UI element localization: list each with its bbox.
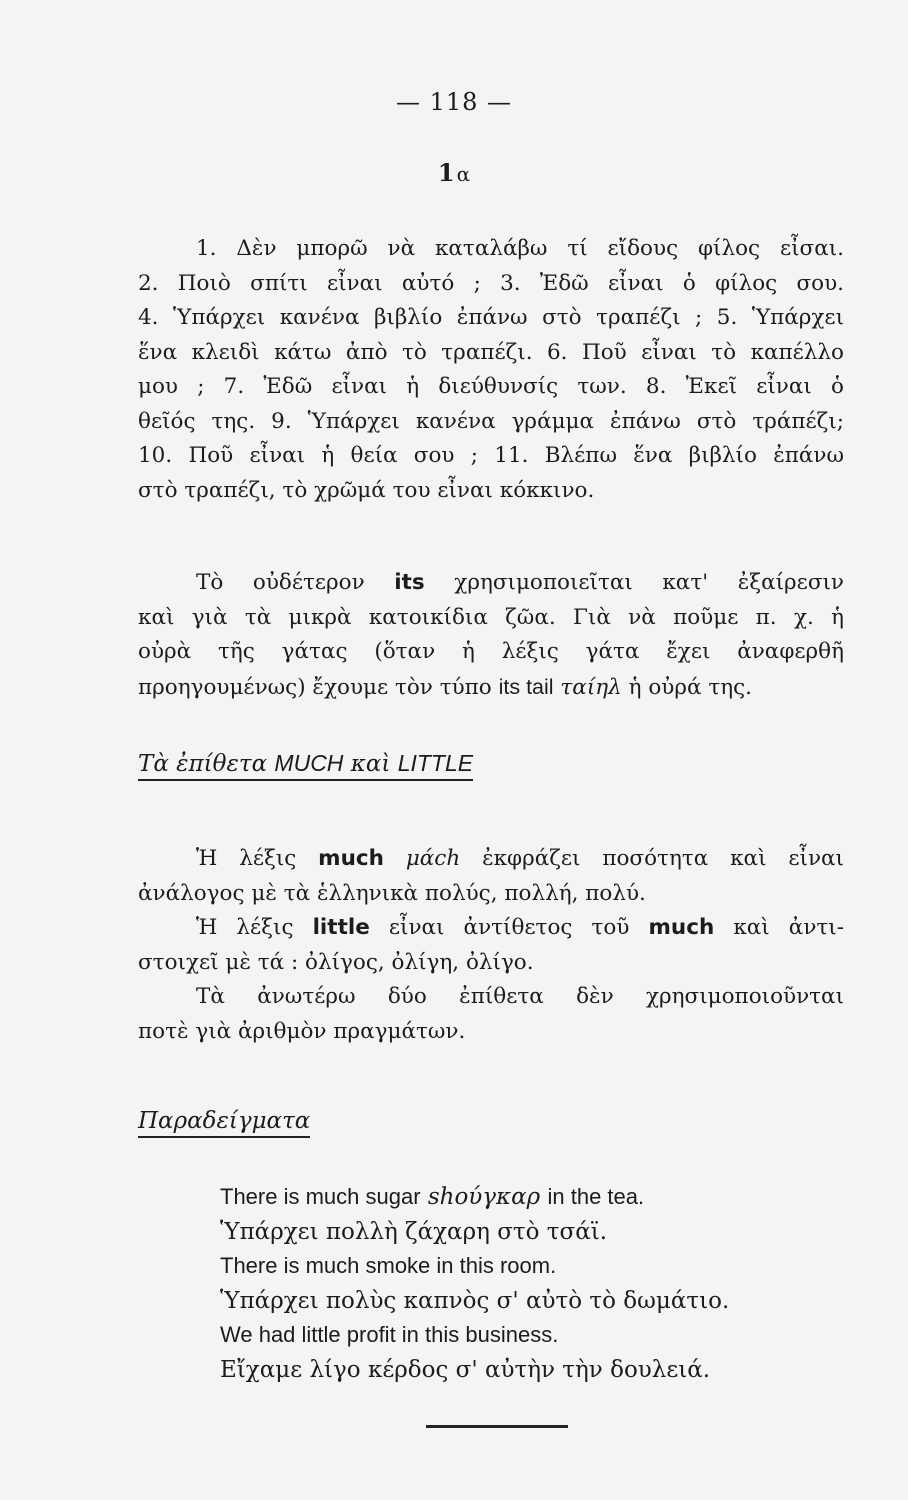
keyword-its: its [394,570,425,595]
lesson-number [0,158,908,187]
heading-underlined [138,751,473,781]
its-text: ἡ οὐρά της. [628,674,752,700]
much-text: εἶναι ἀντίθετος τοῦ [388,915,630,940]
much-line-4: στοιχεῖ μὲ τά : ὀλίγος, ὀλίγη, ὀλίγο. [138,949,534,975]
examples-list [220,1180,729,1387]
heading-part: καὶ [350,751,391,777]
pronunciation: μάch [405,846,461,871]
exercise-line: 1. Δὲν μπορῶ νὰ καταλάβω τί εἴδους φίλος εἶσαι. [196,236,844,261]
much-text: καὶ ἀντι- [733,915,844,940]
exercise-line: μου ; 7. Ἐδῶ εἶναι ἡ διεύθυνσίς των. 8. Ἐκεῖ εἶναι ὁ [138,374,844,399]
much-little-paragraph [138,842,844,1049]
much-line-2: ἀνάλογος μὲ τὰ ἑλληνικὰ πολύς, πολλή, πολύ. [138,880,646,906]
english-sentence: in the tea. [547,1184,645,1209]
example-line: Ὑπάρχει πολλὴ ζάχαρη στὸ τσάϊ. [220,1218,608,1245]
much-line-6: ποτὲ γιὰ ἀριθμὸν πραγμάτων. [138,1018,466,1044]
its-text: προηγουμένως) ἔχουμε τὸν τύπο [138,674,492,700]
example-line: We had little profit in this business. [220,1322,559,1347]
bottom-divider [426,1425,568,1428]
exercise-line: 2. Ποιὸ σπίτι εἶναι αὐτό ; 3. Ἐδῶ εἶναι ὁ φίλος σου. [138,270,844,296]
its-line-1 [138,566,844,601]
exercise-line: ἕνα κλειδὶ κάτω ἀπὸ τὸ τραπέζι. 6. Ποῦ εἶναι τὸ καπέλλο [138,339,844,365]
example-line: Εἴχαμε λίγο κέρδος σ' αὐτὴν τὴν δουλειά. [220,1356,711,1383]
much-line-1 [138,842,844,877]
its-line-4 [138,670,844,705]
example-line: Ὑπάρχει πολὺς καπνὸς σ' αὐτὸ τὸ δωμάτιο. [220,1287,730,1314]
section-heading-examples: Παραδείγματα [138,1108,310,1138]
keyword-much: much [648,915,715,940]
its-line-3: οὐρὰ τῆς γάτας (ὅταν ἡ λέξις γάτα ἔχει ἀναφερθῆ [138,639,844,664]
exercise-line: θεῖός της. 9. Ὑπάρχει κανένα γράμμα ἐπάνω στὸ τράπέζι; [138,408,844,434]
exercise-line: 10. Ποῦ εἶναι ἡ θεία σου ; 11. Βλέπω ἕνα βιβλίο ἐπάνω [138,443,844,468]
heading-little: LITTLE [397,750,474,776]
english-sentence: There is much sugar [220,1184,421,1209]
heading-much: MUCH [274,750,344,776]
much-text: Ἡ λέξις [196,915,294,940]
much-line-5: Τὰ ἀνωτέρω δύο ἐπίθετα δὲν χρησιμοποιοῦνται [196,984,844,1009]
much-text: Ἡ λέξις [196,846,297,871]
section-heading-much-little [138,750,473,777]
its-text: Τὸ οὐδέτερον [196,570,365,595]
exercises-paragraph [138,232,844,508]
exercise-line: στὸ τραπέζι, τὸ χρῶμά του εἶναι κόκκινο. [138,477,595,503]
example-line [220,1180,729,1215]
keyword-much: much [318,846,384,871]
pronunciation: shούγκαρ [427,1184,541,1210]
lesson-number-main: 1 [437,158,455,187]
english-phrase: its tail [498,674,554,699]
keyword-little: little [312,915,370,940]
heading-part: Τὰ ἐπίθετα [138,751,268,777]
page-number: — 118 — [395,88,513,116]
pronunciation: ταίηλ [560,674,622,700]
its-text: χρησιμοποιεῖται κατ' ἐξαίρεσιν [454,570,844,595]
its-line-2: καὶ γιὰ τὰ μικρὰ κατοικίδια ζῶα. Γιὰ νὰ ποῦμε π. χ. ἡ [138,604,844,630]
much-text: ἐκφράζει ποσότητα καὶ εἶναι [482,846,844,871]
much-line-3 [138,911,844,946]
exercise-line: 4. Ὑπάρχει κανένα βιβλίο ἐπάνω στὸ τραπέζι ; 5. Ὑπάρχει [138,305,844,330]
example-line: There is much smoke in this room. [220,1253,557,1278]
its-paragraph [138,566,844,704]
lesson-number-sub: α [456,162,471,186]
